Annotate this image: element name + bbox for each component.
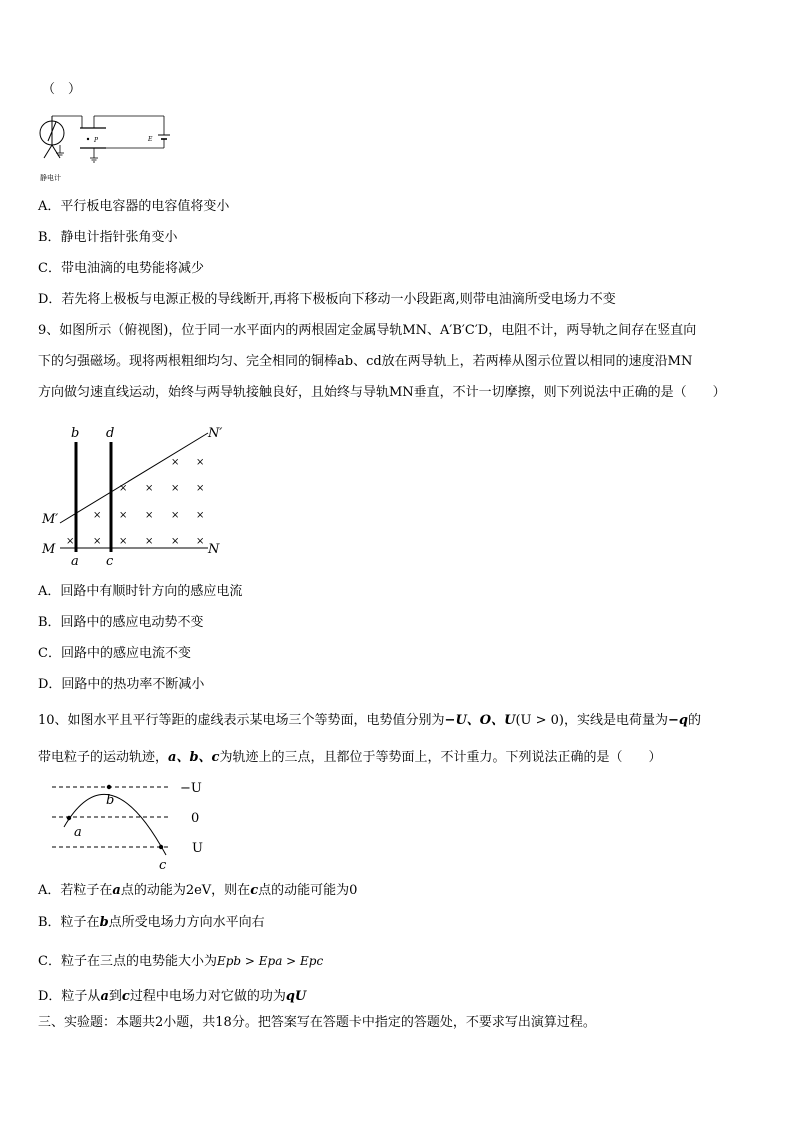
label-point-c: c [159, 858, 167, 873]
field-cross-mark: × [66, 536, 75, 547]
field-cross-mark: × [145, 483, 154, 494]
q10-a-pre: A．若粒子在 [38, 883, 113, 898]
q8-option-d: D．若先将上极板与电源正极的导线断开,再将下极板向下移动一小段距离,则带电油滴所受电场力不变 [38, 292, 616, 307]
label-c: c [106, 554, 114, 569]
q9-stem-line1: 9、如图所示（俯视图)，位于同一水平面内的两根固定金属导轨MN、A′B′C′D，电阻不计，两导轨之间存在竖直向 [38, 323, 697, 338]
q10-d-qu: qU [285, 989, 307, 1004]
label-point-b: b [106, 793, 115, 808]
label-u: U [192, 841, 203, 856]
point-c [159, 845, 163, 849]
electrometer-circuit-figure [34, 108, 184, 186]
point-a [67, 816, 71, 820]
field-cross-mark: × [119, 483, 128, 494]
e-label: E [148, 136, 153, 143]
q10-d-a: a [100, 989, 109, 1004]
q10-b-pre: B．粒子在 [38, 915, 100, 930]
meter-label: 静电计 [40, 174, 61, 182]
q10-a-post: 点的动能可能为0 [258, 883, 358, 898]
answer-paren: （ ） [42, 82, 82, 97]
field-cross-mark: × [145, 510, 154, 521]
q8-option-c: C．带电油滴的电势能将减少 [38, 261, 204, 276]
q10-stem-line2 [38, 750, 661, 766]
q9-stem-line2: 下的匀强磁场。现将两根粗细均匀、完全相同的铜棒ab、cd放在两导轨上，若两棒从图示位置以相同的速度沿MN [38, 354, 693, 369]
q10-stem1-vals: −U、O、U [444, 713, 516, 728]
field-cross-mark: × [171, 536, 180, 547]
q10-d-pre: D．粒子从 [38, 989, 101, 1004]
label-d: d [106, 426, 115, 441]
label-neg-u: −U [180, 781, 202, 796]
q10-stem2-post: 为轨迹上的三点，且都位于等势面上，不计重力。下列说法正确的是（ ） [219, 750, 662, 765]
field-cross-mark: × [171, 483, 180, 494]
q8-option-b: B．静电计指针张角变小 [38, 230, 178, 245]
q9-option-a: A．回路中有顺时针方向的感应电流 [38, 584, 243, 599]
label-b: b [71, 426, 80, 441]
field-cross-mark: × [196, 483, 205, 494]
q10-option-b [38, 915, 265, 931]
q10-c-pre: C．粒子在三点的电势能大小为 [38, 954, 217, 969]
field-cross-mark: × [93, 510, 102, 521]
q10-d-post: 过程中电场力对它做的功为 [129, 989, 286, 1004]
q10-stem1-q: −q [668, 713, 688, 728]
field-cross-mark: × [196, 457, 205, 468]
field-cross-mark: × [171, 510, 180, 521]
field-cross-mark: × [171, 457, 180, 468]
rails-magnetic-field-figure [36, 420, 236, 570]
q10-a-a: a [112, 883, 121, 898]
q9-option-d: D．回路中的热功率不断减小 [38, 677, 205, 692]
label-m-prime: M′ [42, 512, 59, 527]
q10-d-c: c [121, 989, 130, 1004]
section-three-heading: 三、实验题：本题共2小题，共18分。把答案写在答题卡中指定的答题处，不要求写出演算过程。 [38, 1015, 596, 1030]
q10-stem1-post: ，实线是电荷量为 [563, 713, 668, 728]
q10-option-c [38, 953, 323, 970]
label-m: M [42, 542, 56, 557]
q10-option-a [38, 883, 357, 899]
equipotential-trajectory-figure [48, 775, 218, 875]
label-n: N [208, 542, 220, 557]
field-cross-mark: × [119, 536, 128, 547]
point-b [107, 785, 111, 789]
label-a: a [71, 554, 79, 569]
label-n-prime: N′ [208, 426, 223, 441]
q8-option-a: A．平行板电容器的电容值将变小 [38, 199, 230, 214]
field-cross-mark: × [93, 536, 102, 547]
q9-stem-line3: 方向做匀速直线运动，始终与两导轨接触良好，且始终与导轨MN垂直，不计一切摩擦，则下列说法中正确的是（ ） [38, 385, 726, 400]
q10-option-d [38, 989, 306, 1005]
q10-stem2-pts: a、b、c [168, 750, 220, 765]
q10-a-mid: 点的动能为2eV，则在 [120, 883, 251, 898]
field-cross-mark: × [196, 536, 205, 547]
q10-stem1-pre: 10、如图水平且平行等距的虚线表示某电场三个等势面，电势值分别为 [38, 713, 445, 728]
field-cross-mark: × [145, 536, 154, 547]
p-label: P [94, 137, 99, 144]
field-cross-mark: × [119, 510, 128, 521]
field-cross-mark: × [196, 510, 205, 521]
label-zero: 0 [191, 811, 200, 826]
q10-stem2-pre: 带电粒子的运动轨迹， [38, 750, 169, 765]
q10-b-b: b [99, 915, 109, 930]
q9-option-b: B．回路中的感应电动势不变 [38, 615, 204, 630]
q10-stem-line1 [38, 713, 701, 729]
q10-d-mid: 到 [108, 989, 122, 1004]
q10-stem1-cond: (U > 0) [515, 713, 564, 728]
label-point-a: a [74, 825, 82, 840]
q9-option-c: C．回路中的感应电流不变 [38, 646, 191, 661]
q10-c-expr: Epb > Epa > Epc [216, 954, 324, 968]
q10-stem1-end: 的 [687, 713, 701, 728]
q10-b-post: 点所受电场力方向水平向右 [108, 915, 265, 930]
q10-a-c: c [250, 883, 259, 898]
